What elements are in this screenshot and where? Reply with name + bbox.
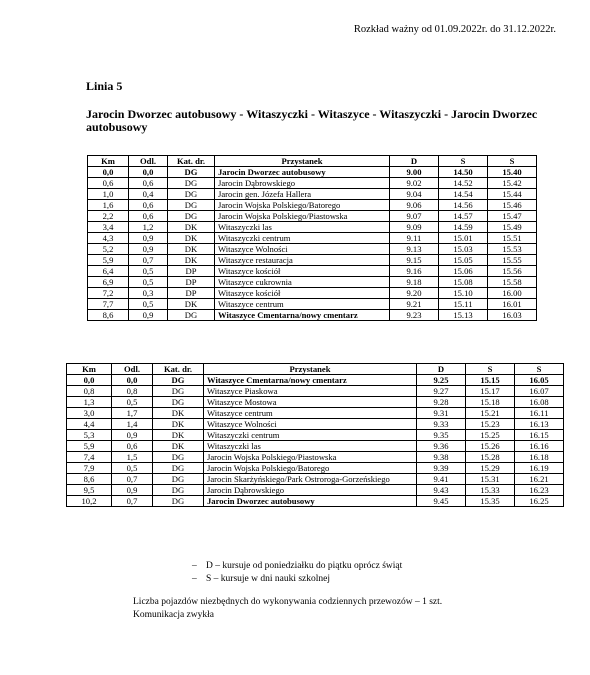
cell-stop: Witaszyce Cmentarna/nowy cmentarz [204, 375, 417, 386]
cell-time-s2: 16.15 [515, 430, 564, 441]
cell-time-d: 9.06 [390, 200, 439, 211]
cell-time-s1: 14.52 [439, 178, 488, 189]
cell-road-category: DG [153, 496, 204, 507]
cell-stop: Witaszyce centrum [215, 299, 390, 310]
cell-km: 0,8 [67, 386, 112, 397]
cell-time-s2: 16.13 [515, 419, 564, 430]
col-stop: Przystanek [215, 156, 390, 167]
table-row [67, 430, 564, 441]
cell-distance: 0,7 [129, 255, 168, 266]
cell-km: 7,9 [67, 463, 112, 474]
cell-time-s2: 16.01 [488, 299, 537, 310]
cell-stop: Jarocin Dworzec autobusowy [215, 167, 390, 178]
cell-distance: 0,6 [112, 441, 153, 452]
cell-road-category: DK [153, 441, 204, 452]
cell-km: 0,0 [67, 375, 112, 386]
cell-km: 0,6 [88, 178, 129, 189]
cell-km: 7,4 [67, 452, 112, 463]
cell-time-s1: 15.21 [466, 408, 515, 419]
cell-road-category: DG [168, 211, 215, 222]
cell-time-s2: 16.21 [515, 474, 564, 485]
cell-stop: Jarocin gen. Józefa Hallera [215, 189, 390, 200]
cell-stop: Witaszyce kościół [215, 288, 390, 299]
legend-bullet: – [192, 561, 197, 571]
table-row [88, 167, 537, 178]
cell-km: 9,5 [67, 485, 112, 496]
cell-stop: Jarocin Wojska Polskiego/Piastowska [204, 452, 417, 463]
cell-km: 4,4 [67, 419, 112, 430]
legend-bullet: – [192, 574, 197, 584]
cell-road-category: DK [168, 255, 215, 266]
cell-time-s1: 15.29 [466, 463, 515, 474]
cell-stop: Jarocin Dąbrowskiego [215, 178, 390, 189]
cell-time-d: 9.15 [390, 255, 439, 266]
cell-time-s2: 16.00 [488, 288, 537, 299]
cell-time-s2: 16.07 [515, 386, 564, 397]
cell-distance: 0,0 [129, 167, 168, 178]
cell-time-s2: 16.23 [515, 485, 564, 496]
cell-road-category: DK [168, 222, 215, 233]
cell-distance: 0,6 [129, 178, 168, 189]
cell-time-s2: 15.46 [488, 200, 537, 211]
cell-time-d: 9.02 [390, 178, 439, 189]
cell-time-s1: 15.28 [466, 452, 515, 463]
cell-time-d: 9.27 [417, 386, 466, 397]
legend-item [192, 573, 402, 586]
cell-time-s1: 14.56 [439, 200, 488, 211]
cell-distance: 1,5 [112, 452, 153, 463]
col-road-category: Kat. dr. [153, 364, 204, 375]
cell-stop: Witaszyce Wolności [215, 244, 390, 255]
notes [133, 596, 442, 622]
cell-distance: 1,2 [129, 222, 168, 233]
cell-road-category: DK [153, 419, 204, 430]
cell-time-s2: 16.11 [515, 408, 564, 419]
cell-road-category: DG [153, 452, 204, 463]
table-row [67, 441, 564, 452]
cell-time-s2: 15.40 [488, 167, 537, 178]
cell-time-s1: 15.26 [466, 441, 515, 452]
cell-time-s2: 16.08 [515, 397, 564, 408]
table-row [88, 244, 537, 255]
cell-km: 6,4 [88, 266, 129, 277]
cell-time-d: 9.23 [390, 310, 439, 321]
cell-km: 5,9 [88, 255, 129, 266]
cell-time-s1: 15.33 [466, 485, 515, 496]
cell-road-category: DK [168, 299, 215, 310]
table-row [88, 178, 537, 189]
cell-km: 5,2 [88, 244, 129, 255]
cell-time-s2: 16.19 [515, 463, 564, 474]
table-row [88, 310, 537, 321]
cell-road-category: DG [153, 386, 204, 397]
cell-stop: Witaszyce Wolności [204, 419, 417, 430]
cell-km: 7,7 [88, 299, 129, 310]
cell-road-category: DG [153, 397, 204, 408]
cell-stop: Jarocin Wojska Polskiego/Piastowska [215, 211, 390, 222]
table-row [88, 288, 537, 299]
cell-distance: 0,9 [129, 310, 168, 321]
cell-time-d: 9.25 [417, 375, 466, 386]
cell-time-s1: 14.50 [439, 167, 488, 178]
cell-road-category: DG [168, 200, 215, 211]
cell-road-category: DP [168, 277, 215, 288]
table-row [67, 496, 564, 507]
cell-stop: Witaszyce restauracja [215, 255, 390, 266]
cell-time-d: 9.33 [417, 419, 466, 430]
cell-time-d: 9.11 [390, 233, 439, 244]
cell-km: 1,0 [88, 189, 129, 200]
cell-road-category: DK [153, 408, 204, 419]
cell-km: 6,9 [88, 277, 129, 288]
col-run-s2: S [515, 364, 564, 375]
cell-road-category: DG [168, 178, 215, 189]
cell-distance: 0,9 [129, 233, 168, 244]
cell-time-s1: 15.03 [439, 244, 488, 255]
cell-stop: Witaszyce cukrownia [215, 277, 390, 288]
legend-text: D – kursuje od poniedziałku do piątku oprócz świąt [206, 561, 403, 571]
col-run-d: D [390, 156, 439, 167]
cell-distance: 0,3 [129, 288, 168, 299]
cell-stop: Witaszyce Piaskowa [204, 386, 417, 397]
col-road-category: Kat. dr. [168, 156, 215, 167]
cell-time-s2: 15.56 [488, 266, 537, 277]
cell-time-s1: 15.06 [439, 266, 488, 277]
cell-time-d: 9.18 [390, 277, 439, 288]
cell-km: 2,2 [88, 211, 129, 222]
cell-road-category: DP [168, 266, 215, 277]
col-km: Km [88, 156, 129, 167]
cell-distance: 0,5 [112, 397, 153, 408]
cell-distance: 0,9 [129, 244, 168, 255]
validity-period: Rozkład ważny od 01.09.2022r. do 31.12.2022r. [353, 24, 556, 35]
cell-time-s2: 16.16 [515, 441, 564, 452]
cell-time-s1: 15.23 [466, 419, 515, 430]
cell-stop: Jarocin Skarżyńskiego/Park Ostroroga-Gorzeńskiego [204, 474, 417, 485]
cell-road-category: DG [153, 485, 204, 496]
cell-stop: Witaszyce kościół [215, 266, 390, 277]
cell-distance: 0,5 [112, 463, 153, 474]
cell-time-d: 9.20 [390, 288, 439, 299]
cell-time-d: 9.21 [390, 299, 439, 310]
table-header-row [88, 156, 537, 167]
route-description: Jarocin Dworzec autobusowy - Witaszyczki - Witaszyce - Witaszyczki - Jarocin Dworzec autobusowy [86, 107, 538, 134]
cell-distance: 0,5 [129, 299, 168, 310]
cell-time-s1: 15.13 [439, 310, 488, 321]
cell-km: 4,3 [88, 233, 129, 244]
cell-distance: 0,6 [129, 200, 168, 211]
table-row [88, 255, 537, 266]
cell-time-d: 9.35 [417, 430, 466, 441]
cell-time-s2: 16.25 [515, 496, 564, 507]
table-row [88, 200, 537, 211]
cell-time-s2: 15.55 [488, 255, 537, 266]
timetable-outbound [87, 155, 537, 321]
cell-time-s1: 15.18 [466, 397, 515, 408]
col-run-d: D [417, 364, 466, 375]
table-header-row [67, 364, 564, 375]
cell-stop: Jarocin Dworzec autobusowy [204, 496, 417, 507]
cell-time-s2: 16.03 [488, 310, 537, 321]
cell-road-category: DP [168, 288, 215, 299]
table-row [88, 233, 537, 244]
cell-time-d: 9.16 [390, 266, 439, 277]
cell-km: 1,6 [88, 200, 129, 211]
cell-time-d: 9.07 [390, 211, 439, 222]
cell-time-d: 9.09 [390, 222, 439, 233]
col-run-s1: S [439, 156, 488, 167]
cell-distance: 0,8 [112, 386, 153, 397]
cell-distance: 1,7 [112, 408, 153, 419]
table-row [67, 386, 564, 397]
service-type-note: Komunikacja zwykła [133, 610, 214, 620]
cell-time-s1: 15.25 [466, 430, 515, 441]
vehicles-note: Liczba pojazdów niezbędnych do wykonywania codziennych przewozów – 1 szt. [133, 597, 443, 607]
cell-distance: 0,6 [129, 211, 168, 222]
cell-time-s2: 15.42 [488, 178, 537, 189]
cell-km: 8,6 [67, 474, 112, 485]
cell-road-category: DK [168, 244, 215, 255]
table-row [88, 266, 537, 277]
cell-road-category: DG [168, 189, 215, 200]
cell-km: 10,2 [67, 496, 112, 507]
cell-time-d: 9.43 [417, 485, 466, 496]
col-stop: Przystanek [204, 364, 417, 375]
cell-time-s1: 15.17 [466, 386, 515, 397]
cell-time-s1: 15.35 [466, 496, 515, 507]
cell-distance: 0,0 [112, 375, 153, 386]
cell-time-d: 9.39 [417, 463, 466, 474]
cell-stop: Witaszyce Cmentarna/nowy cmentarz [215, 310, 390, 321]
cell-km: 1,3 [67, 397, 112, 408]
cell-km: 3,0 [67, 408, 112, 419]
cell-road-category: DG [168, 167, 215, 178]
cell-distance: 0,5 [129, 266, 168, 277]
cell-time-d: 9.13 [390, 244, 439, 255]
table-row [88, 211, 537, 222]
cell-time-s1: 15.08 [439, 277, 488, 288]
legend-item [192, 560, 402, 573]
cell-time-d: 9.38 [417, 452, 466, 463]
cell-distance: 0,4 [129, 189, 168, 200]
cell-time-d: 9.04 [390, 189, 439, 200]
cell-time-s1: 15.01 [439, 233, 488, 244]
cell-time-d: 9.28 [417, 397, 466, 408]
table-row [88, 277, 537, 288]
cell-km: 7,2 [88, 288, 129, 299]
cell-road-category: DK [153, 430, 204, 441]
cell-km: 3,4 [88, 222, 129, 233]
col-km: Km [67, 364, 112, 375]
cell-time-d: 9.31 [417, 408, 466, 419]
table-row [88, 222, 537, 233]
cell-time-s1: 14.54 [439, 189, 488, 200]
cell-road-category: DG [153, 463, 204, 474]
table-row [67, 408, 564, 419]
cell-km: 5,3 [67, 430, 112, 441]
cell-km: 8,6 [88, 310, 129, 321]
cell-time-d: 9.45 [417, 496, 466, 507]
cell-stop: Witaszyczki las [204, 441, 417, 452]
cell-distance: 0,7 [112, 474, 153, 485]
cell-road-category: DG [153, 474, 204, 485]
cell-time-s2: 15.47 [488, 211, 537, 222]
cell-time-s1: 14.59 [439, 222, 488, 233]
cell-time-s1: 15.10 [439, 288, 488, 299]
cell-time-s2: 15.58 [488, 277, 537, 288]
cell-road-category: DG [153, 375, 204, 386]
table-row [67, 474, 564, 485]
col-run-s1: S [466, 364, 515, 375]
cell-stop: Witaszyczki centrum [204, 430, 417, 441]
cell-stop: Witaszyce Mostowa [204, 397, 417, 408]
cell-stop: Jarocin Wojska Polskiego/Batorego [204, 463, 417, 474]
col-distance: Odl. [112, 364, 153, 375]
cell-stop: Jarocin Wojska Polskiego/Batorego [215, 200, 390, 211]
cell-stop: Witaszyce centrum [204, 408, 417, 419]
cell-time-s2: 16.18 [515, 452, 564, 463]
cell-time-d: 9.36 [417, 441, 466, 452]
cell-time-s2: 15.44 [488, 189, 537, 200]
cell-distance: 0,9 [112, 485, 153, 496]
cell-distance: 1,4 [112, 419, 153, 430]
table-row [67, 485, 564, 496]
col-distance: Odl. [129, 156, 168, 167]
cell-time-s2: 15.51 [488, 233, 537, 244]
table-row [88, 299, 537, 310]
cell-time-s2: 16.05 [515, 375, 564, 386]
cell-time-s2: 15.49 [488, 222, 537, 233]
table-row [67, 375, 564, 386]
cell-road-category: DG [168, 310, 215, 321]
cell-distance: 0,5 [129, 277, 168, 288]
cell-road-category: DK [168, 233, 215, 244]
timetable-return [66, 363, 564, 507]
cell-time-s2: 15.53 [488, 244, 537, 255]
table-row [88, 189, 537, 200]
table-row [67, 452, 564, 463]
table-row [67, 419, 564, 430]
table-row [67, 463, 564, 474]
col-run-s2: S [488, 156, 537, 167]
cell-stop: Witaszyczki las [215, 222, 390, 233]
legend [192, 560, 402, 586]
legend-text: S – kursuje w dni nauki szkolnej [206, 574, 331, 584]
cell-time-s1: 15.05 [439, 255, 488, 266]
cell-km: 0,0 [88, 167, 129, 178]
line-number: Linia 5 [86, 79, 123, 93]
cell-km: 5,9 [67, 441, 112, 452]
cell-stop: Witaszyczki centrum [215, 233, 390, 244]
cell-time-d: 9.41 [417, 474, 466, 485]
cell-time-s1: 14.57 [439, 211, 488, 222]
cell-time-s1: 15.31 [466, 474, 515, 485]
cell-time-s1: 15.11 [439, 299, 488, 310]
cell-time-d: 9.00 [390, 167, 439, 178]
cell-distance: 0,9 [112, 430, 153, 441]
cell-stop: Jarocin Dąbrowskiego [204, 485, 417, 496]
cell-time-s1: 15.15 [466, 375, 515, 386]
table-row [67, 397, 564, 408]
cell-distance: 0,7 [112, 496, 153, 507]
